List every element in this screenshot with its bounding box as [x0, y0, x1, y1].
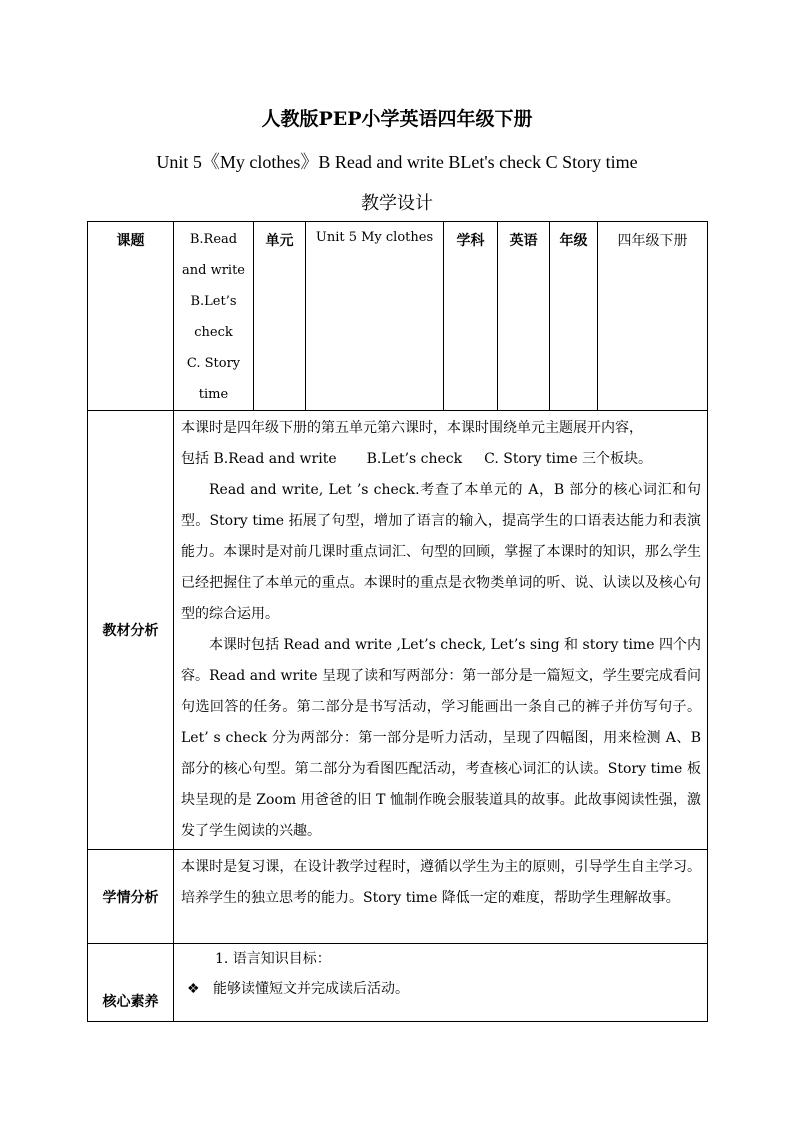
textbook-analysis-line2	[181, 444, 701, 475]
lesson-plan-table	[87, 221, 708, 1022]
topic-line: time	[198, 387, 229, 402]
document-subtitle: Unit 5《My clothes》B Read and write BLet's check C Story time	[156, 152, 638, 172]
info-row	[88, 222, 708, 411]
textbook-analysis-paragraph2: Read and write, Let ’s check.考查了本单元的 A，B 部分的核心词汇和句型。Story time 拓展了句型，增加了语言的输入，提高学生的口语表达能力和表演能力。本课时是对前几课时重点词汇、句型的回顾，掌握了本课时的知识，那么学生已经把握住了本单元的重点。本课时的重点是衣物类单词的听、说、认读以及核心句型的综合运用。	[181, 482, 701, 622]
diamond-bullet-icon: ❖	[187, 981, 200, 997]
document-type: 教学设计	[361, 193, 433, 214]
subject-label: 学科	[444, 222, 498, 411]
textbook-analysis-label: 教材分析	[88, 411, 174, 850]
textbook-analysis-row	[88, 411, 708, 850]
subject-value: 英语	[498, 222, 550, 411]
unit-label: 单元	[254, 222, 306, 411]
textbook-analysis-content	[174, 411, 708, 850]
document-title: 人教版PEP小学英语四年级下册	[261, 108, 533, 130]
core-literacy-content	[174, 944, 708, 1022]
core-literacy-bullet	[181, 976, 701, 1002]
topic-line: and write	[182, 263, 245, 278]
learner-analysis-row	[88, 850, 708, 944]
grade-label: 年级	[550, 222, 598, 411]
topic-line: B.Let’s	[190, 294, 237, 309]
grade-value: 四年级下册	[598, 222, 708, 411]
topic-line: B.Read	[189, 232, 238, 247]
core-literacy-row	[88, 944, 708, 1022]
textbook-analysis-paragraph3: 本课时包括 Read and write ,Let’s check, Let’s sing 和 story time 四个内容。Read and write 呈现了读和写两部分：第一部分是一篇短文，学生要完成看问句选回答的任务。第二部分是书写活动，学习能画出一条自己的裤子并仿写句子。Let’ s check 分为两部分：第一部分是听力活动，呈现了四幅图，用来检测 A、B 部分的核心句型。第二部分为看图匹配活动，考查核心词汇的认读。Story time 板块呈现的是 Zoom 用爸爸的旧 T 恤制作晚会服装道具的故事。此故事阅读性强，激发了学生阅读的兴趣。	[181, 637, 701, 839]
unit-value: Unit 5 My clothes	[306, 222, 444, 411]
bullet-text: 能够读懂短文并完成读后活动。	[213, 981, 409, 997]
section-b: B.Let’s check	[366, 451, 463, 467]
learner-analysis-label: 学情分析	[88, 850, 174, 944]
topic-line: C. Story	[186, 356, 241, 371]
topic-label: 课题	[88, 222, 174, 411]
section-c: C. Story time 三个板块。	[484, 451, 653, 467]
topic-line: check	[194, 325, 233, 340]
learner-analysis-text: 本课时是复习课，在设计教学过程时，遵循以学生为主的原则，引导学生自主学习。培养学生的独立思考的能力。Story time 降低一定的难度，帮助学生理解故事。	[174, 850, 708, 944]
section-a: 包括 B.Read and write	[181, 451, 337, 467]
textbook-analysis-line1: 本课时是四年级下册的第五单元第六课时，本课时围绕单元主题展开内容，	[181, 420, 643, 436]
topic-value	[174, 222, 254, 411]
core-literacy-label: 核心素养	[88, 944, 174, 1022]
core-literacy-item: 1. 语言知识目标：	[215, 951, 331, 967]
